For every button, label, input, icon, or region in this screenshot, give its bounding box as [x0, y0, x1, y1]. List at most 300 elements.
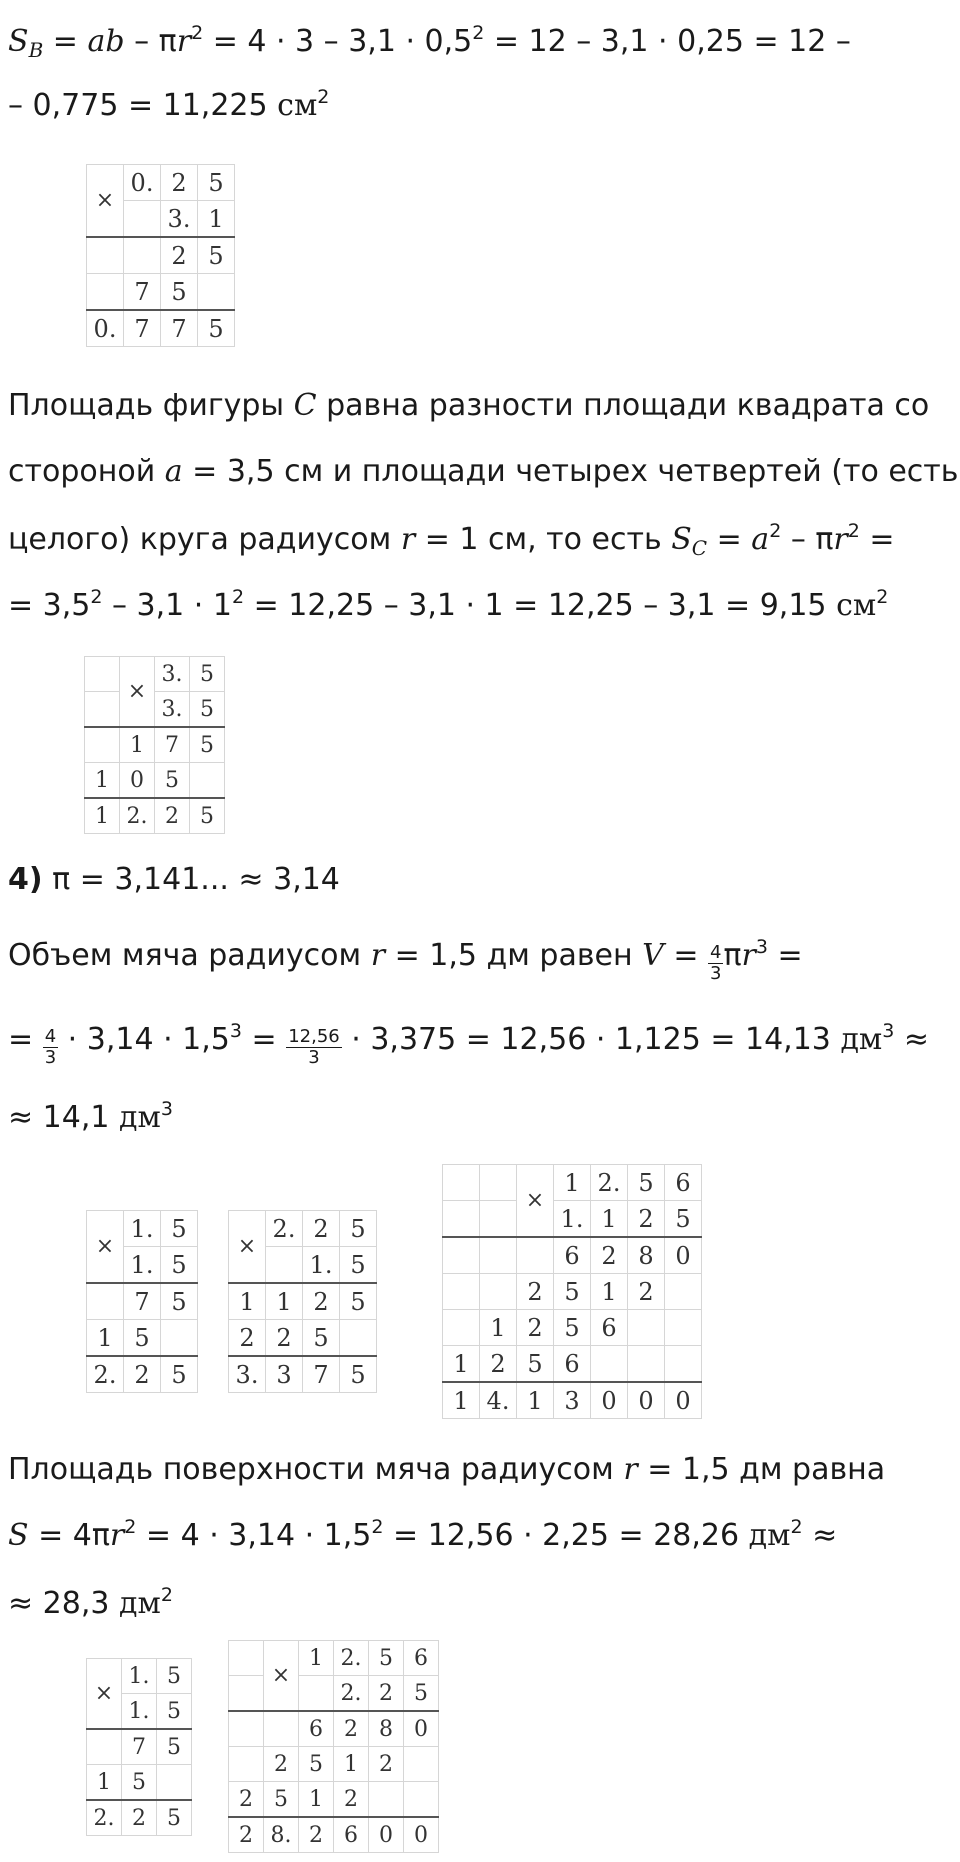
grid-cell: 3 — [266, 1356, 303, 1393]
grid-cell: 5 — [628, 1165, 665, 1201]
grid-cell: 0. — [124, 165, 161, 201]
text: Площадь фигуры — [8, 388, 294, 423]
grid-cell: 5 — [340, 1283, 377, 1320]
grid-cell — [299, 1676, 334, 1712]
grid-cell: 2. — [87, 1800, 122, 1836]
text: = — [767, 938, 803, 973]
math-exponent: 2 — [876, 586, 889, 608]
grid-cell — [480, 1201, 517, 1238]
text: равна разности площади квадрата со — [316, 388, 930, 423]
grid-cell: 3. — [229, 1356, 266, 1393]
grid-cell: 1 — [299, 1782, 334, 1818]
grid-cell — [229, 1641, 264, 1676]
area-c-paragraph-line-2 — [8, 452, 958, 492]
grid-cell: 2 — [628, 1274, 665, 1310]
multiply-sign: × — [87, 165, 124, 238]
grid-cell: 3. — [161, 201, 198, 238]
grid-cell: 5 — [190, 798, 225, 834]
grid-cell — [591, 1346, 628, 1383]
grid-cell: 5 — [161, 1356, 198, 1393]
grid-cell: 5 — [554, 1274, 591, 1310]
fraction-denominator: 3 — [44, 1047, 57, 1068]
grid-cell: 1. — [122, 1694, 157, 1730]
text: – π — [781, 522, 834, 557]
grid-row — [229, 1211, 377, 1247]
math-var: r — [370, 938, 386, 973]
volume-line-2 — [8, 1020, 929, 1068]
math-exponent: 2 — [769, 520, 782, 542]
grid-cell: 6 — [554, 1237, 591, 1274]
grid-row — [229, 1356, 377, 1393]
multiply-sign: × — [229, 1211, 266, 1284]
text: π = 3,141... ≈ 3,14 — [42, 862, 340, 897]
text: = — [859, 522, 895, 557]
math-exponent: 3 — [755, 936, 768, 958]
grid-cell: 1 — [87, 1765, 122, 1801]
grid-cell: 1 — [443, 1346, 480, 1383]
grid-cell — [443, 1274, 480, 1310]
grid-cell — [87, 1729, 122, 1765]
grid-cell: 2. — [266, 1211, 303, 1247]
grid-cell: 1. — [554, 1201, 591, 1238]
grid-row — [229, 1641, 439, 1676]
grid-cell — [443, 1165, 480, 1201]
grid-cell: 5 — [369, 1641, 404, 1676]
text: · 3,375 = 12,56 · 1,125 = 14,13 — [341, 1022, 841, 1057]
fraction — [43, 1027, 58, 1068]
text: = 4π — [28, 1518, 110, 1553]
math-var: a — [751, 522, 770, 557]
grid-row — [85, 727, 225, 763]
math-var: V — [642, 938, 664, 973]
grid-cell: 2 — [155, 798, 190, 834]
grid-cell: 7 — [124, 274, 161, 311]
grid-cell: 5 — [122, 1765, 157, 1801]
grid-cell: 6 — [591, 1310, 628, 1346]
fraction-numerator: 4 — [44, 1026, 57, 1047]
grid-cell — [665, 1346, 702, 1383]
grid-cell: 2. — [120, 798, 155, 834]
math-exponent: 2 — [472, 22, 485, 44]
grid-cell: 1 — [591, 1201, 628, 1238]
grid-cell: 2 — [303, 1283, 340, 1320]
grid-cell — [198, 274, 235, 311]
text: ≈ 28,3 — [8, 1586, 120, 1621]
grid-cell: 6 — [404, 1641, 439, 1676]
grid-row — [229, 1283, 377, 1320]
grid-cell: 1 — [591, 1274, 628, 1310]
grid-cell: 7 — [124, 310, 161, 347]
grid-cell: 0 — [591, 1382, 628, 1419]
grid-cell — [665, 1274, 702, 1310]
grid-cell: 7 — [161, 310, 198, 347]
grid-cell: 2 — [334, 1711, 369, 1747]
grid-cell: 1 — [229, 1283, 266, 1320]
grid-cell: 8 — [628, 1237, 665, 1274]
fraction — [286, 1027, 342, 1068]
grid-row — [443, 1165, 702, 1201]
grid-cell: 1 — [517, 1382, 554, 1419]
grid-row — [87, 1729, 192, 1765]
math-exponent: 3 — [882, 1020, 895, 1042]
fraction — [708, 943, 723, 984]
grid-cell: 2 — [266, 1320, 303, 1357]
grid-cell: 2 — [124, 1356, 161, 1393]
grid-cell — [229, 1711, 264, 1747]
grid-cell: 1 — [85, 798, 120, 834]
grid-row — [87, 274, 235, 311]
surface-line-1 — [8, 1450, 885, 1490]
grid-cell: 1. — [303, 1247, 340, 1284]
grid-cell: 5 — [155, 763, 190, 799]
grid-cell: 5 — [299, 1747, 334, 1782]
math-exponent: 2 — [790, 1516, 803, 1538]
grid-cell: 5 — [161, 1283, 198, 1320]
unit: дм — [119, 1100, 161, 1135]
grid-cell: 1 — [480, 1310, 517, 1346]
grid-cell: 5 — [198, 165, 235, 201]
area-c-paragraph-line-4 — [8, 586, 888, 626]
text: ≈ — [894, 1022, 930, 1057]
grid-cell — [124, 237, 161, 274]
grid-row — [87, 1320, 198, 1357]
grid-row — [229, 1320, 377, 1357]
grid-row — [229, 1711, 439, 1747]
grid-cell: 5 — [161, 1247, 198, 1284]
multiply-sign: × — [264, 1641, 299, 1712]
text: ≈ 14,1 — [8, 1100, 120, 1135]
grid-cell — [443, 1310, 480, 1346]
grid-cell: 1 — [443, 1382, 480, 1419]
grid-cell: 2 — [303, 1211, 340, 1247]
grid-row — [443, 1310, 702, 1346]
grid-cell: 2 — [299, 1817, 334, 1853]
text: · 3,14 · 1,5 — [58, 1022, 230, 1057]
grid-cell: 5 — [340, 1356, 377, 1393]
math-subscript: B — [28, 38, 44, 62]
grid-cell: 5 — [554, 1310, 591, 1346]
grid-row — [229, 1782, 439, 1818]
multiplication-table-3 — [86, 1210, 198, 1393]
unit: дм — [748, 1518, 791, 1553]
math-var: S — [8, 24, 29, 59]
text: = 12,56 · 2,25 = 28,26 — [383, 1518, 749, 1553]
math-exponent: 2 — [231, 586, 245, 608]
grid-cell: 1 — [87, 1320, 124, 1357]
math-exponent: 2 — [317, 86, 330, 108]
grid-cell: 5 — [404, 1676, 439, 1712]
grid-cell: 2. — [334, 1676, 369, 1712]
text: Объем мяча радиусом — [8, 938, 371, 973]
area-b-line-1 — [8, 22, 851, 70]
multiply-sign: × — [517, 1165, 554, 1238]
grid-cell: 6 — [334, 1817, 369, 1853]
math-exponent: 2 — [124, 1516, 137, 1538]
grid-row — [443, 1382, 702, 1419]
grid-cell — [480, 1274, 517, 1310]
grid-cell: 2 — [517, 1274, 554, 1310]
multiplication-table-5 — [442, 1164, 702, 1419]
grid-cell: 2 — [334, 1782, 369, 1818]
text: π — [723, 938, 742, 973]
text: – 3,1 · 1 — [102, 588, 232, 623]
text: ≈ — [802, 1518, 838, 1553]
grid-cell: 3. — [155, 692, 190, 728]
fraction-denominator: 3 — [308, 1047, 320, 1068]
grid-cell: 7 — [155, 727, 190, 763]
math-text: – π — [124, 24, 177, 59]
grid-row — [443, 1201, 702, 1238]
grid-cell: 5 — [157, 1659, 192, 1694]
math-text: = 4 · 3 – 3,1 · 0,5 — [203, 24, 473, 59]
grid-cell: 5 — [157, 1694, 192, 1730]
area-b-line-2 — [8, 86, 329, 126]
grid-cell: 6 — [299, 1711, 334, 1747]
grid-row — [87, 1800, 192, 1836]
grid-cell: 5 — [190, 727, 225, 763]
grid-cell — [404, 1747, 439, 1782]
grid-cell: 2 — [591, 1237, 628, 1274]
grid-row — [229, 1817, 439, 1853]
problem-number: 4) — [8, 862, 43, 897]
grid-row — [443, 1346, 702, 1383]
unit: см — [277, 88, 318, 123]
math-text: = — [43, 24, 88, 59]
grid-cell: 8 — [369, 1711, 404, 1747]
grid-cell: 5 — [303, 1320, 340, 1357]
math-var: S — [671, 522, 692, 557]
grid-cell: 1 — [554, 1165, 591, 1201]
grid-cell — [480, 1165, 517, 1201]
grid-cell: 0 — [404, 1711, 439, 1747]
math-var: r — [623, 1452, 638, 1487]
area-c-paragraph-line-3 — [8, 520, 895, 568]
grid-cell: 5 — [157, 1729, 192, 1765]
grid-cell — [443, 1237, 480, 1274]
math-exponent: 2 — [191, 22, 204, 44]
text: = — [707, 522, 752, 557]
grid-cell — [229, 1747, 264, 1782]
grid-cell — [190, 763, 225, 799]
grid-cell: 5 — [157, 1800, 192, 1836]
math-exponent: 2 — [371, 1516, 384, 1538]
text: = 1,5 дм равна — [637, 1452, 886, 1487]
grid-cell: 1. — [124, 1247, 161, 1284]
grid-cell: 2. — [87, 1356, 124, 1393]
grid-cell: 1. — [124, 1211, 161, 1247]
grid-row — [87, 1283, 198, 1320]
grid-cell — [665, 1310, 702, 1346]
math-var: S — [8, 1518, 29, 1553]
text: = 12,25 – 3,1 · 1 = 12,25 – 3,1 = 9,15 — [244, 588, 837, 623]
grid-cell: 5 — [161, 1211, 198, 1247]
math-var: r — [400, 522, 416, 557]
math-exponent: 3 — [229, 1020, 242, 1042]
grid-cell — [628, 1346, 665, 1383]
grid-cell: 5 — [190, 657, 225, 692]
grid-cell — [404, 1782, 439, 1818]
text: = 3,5 см и площади четырех четвертей (то есть — [182, 454, 959, 489]
grid-cell: 1 — [120, 727, 155, 763]
math-exponent: 2 — [90, 586, 103, 608]
grid-cell — [85, 727, 120, 763]
grid-cell: 5 — [198, 310, 235, 347]
grid-cell: 1 — [334, 1747, 369, 1782]
grid-cell: 0 — [120, 763, 155, 799]
grid-cell: 0 — [665, 1237, 702, 1274]
text: целого) круга радиусом — [8, 522, 401, 557]
multiplication-table-1 — [86, 164, 235, 347]
grid-cell — [264, 1711, 299, 1747]
grid-cell — [157, 1765, 192, 1801]
math-var: r — [741, 938, 756, 973]
math-var: r — [833, 522, 848, 557]
grid-cell: 2. — [334, 1641, 369, 1676]
grid-cell: 1 — [266, 1283, 303, 1320]
grid-cell: 2 — [229, 1817, 264, 1853]
unit: см — [836, 588, 877, 623]
grid-cell: 5 — [665, 1201, 702, 1238]
grid-row — [85, 798, 225, 834]
grid-cell: 5 — [340, 1247, 377, 1284]
grid-cell: 1 — [299, 1641, 334, 1676]
grid-cell: 3. — [155, 657, 190, 692]
multiplication-table-2 — [84, 656, 225, 834]
multiplication-table-4 — [228, 1210, 377, 1393]
text: = 1 см, то есть — [415, 522, 672, 557]
grid-row — [85, 657, 225, 692]
grid-cell: 5 — [340, 1211, 377, 1247]
grid-row — [87, 1211, 198, 1247]
grid-cell — [443, 1201, 480, 1238]
text: Площадь поверхности мяча радиусом — [8, 1452, 624, 1487]
grid-cell: 5 — [124, 1320, 161, 1357]
grid-cell — [369, 1782, 404, 1818]
grid-cell: 7 — [122, 1729, 157, 1765]
grid-cell: 5 — [517, 1346, 554, 1383]
grid-row — [87, 1765, 192, 1801]
volume-line-1 — [8, 936, 803, 984]
multiply-sign: × — [87, 1211, 124, 1284]
math-var: C — [293, 388, 317, 423]
grid-row — [87, 165, 235, 201]
grid-cell: 2 — [628, 1201, 665, 1238]
grid-cell — [87, 274, 124, 311]
grid-cell: 2 — [369, 1676, 404, 1712]
grid-cell: 0 — [628, 1382, 665, 1419]
text: = — [8, 1022, 43, 1057]
grid-cell: 7 — [303, 1356, 340, 1393]
text: = — [663, 938, 709, 973]
text: стороной — [8, 454, 165, 489]
grid-cell — [266, 1247, 303, 1284]
text: = 3,5 — [8, 588, 91, 623]
grid-cell: 5 — [264, 1782, 299, 1818]
text: = — [241, 1022, 287, 1057]
grid-row — [85, 763, 225, 799]
grid-cell — [124, 201, 161, 238]
grid-cell: 0 — [369, 1817, 404, 1853]
volume-line-3 — [8, 1098, 173, 1138]
math-exponent: 2 — [847, 520, 860, 542]
grid-cell: 2 — [229, 1782, 264, 1818]
math-var: ab — [87, 24, 125, 59]
problem-4-header — [8, 860, 340, 900]
grid-cell: 2 — [369, 1747, 404, 1782]
grid-row — [87, 310, 235, 347]
grid-cell: 2 — [161, 237, 198, 274]
math-subscript: C — [691, 536, 708, 560]
grid-cell: 3 — [554, 1382, 591, 1419]
grid-row — [443, 1274, 702, 1310]
grid-cell — [229, 1676, 264, 1712]
grid-cell — [85, 657, 120, 692]
unit: дм — [840, 1022, 883, 1057]
grid-cell: 6 — [665, 1165, 702, 1201]
grid-row — [87, 237, 235, 274]
grid-cell: 2 — [480, 1346, 517, 1383]
grid-row — [87, 1356, 198, 1393]
surface-line-3 — [8, 1584, 173, 1624]
grid-cell: 2 — [229, 1320, 266, 1357]
math-var: a — [164, 454, 183, 489]
grid-cell: 7 — [124, 1283, 161, 1320]
grid-cell — [517, 1237, 554, 1274]
grid-cell: 5 — [190, 692, 225, 728]
fraction-denominator: 3 — [710, 963, 722, 984]
surface-line-2 — [8, 1516, 837, 1556]
grid-cell: 2 — [161, 165, 198, 201]
text: = 4 · 3,14 · 1,5 — [136, 1518, 372, 1553]
grid-row — [229, 1747, 439, 1782]
grid-cell: 1 — [198, 201, 235, 238]
multiplication-table-7 — [228, 1640, 439, 1853]
grid-cell: 8. — [264, 1817, 299, 1853]
grid-cell: 2 — [122, 1800, 157, 1836]
grid-cell: 4. — [480, 1382, 517, 1419]
grid-cell: 1 — [85, 763, 120, 799]
grid-row — [229, 1676, 439, 1712]
grid-cell — [161, 1320, 198, 1357]
grid-row — [87, 1659, 192, 1694]
grid-cell — [85, 692, 120, 728]
multiply-sign: × — [87, 1659, 122, 1730]
grid-cell: 0 — [404, 1817, 439, 1853]
grid-cell: 2 — [517, 1310, 554, 1346]
grid-cell — [87, 237, 124, 274]
grid-cell: 0. — [87, 310, 124, 347]
math-text: = 12 – 3,1 · 0,25 = 12 – — [484, 24, 851, 59]
grid-cell — [480, 1237, 517, 1274]
multiply-sign: × — [120, 657, 155, 728]
grid-cell: 2. — [591, 1165, 628, 1201]
grid-cell: 1. — [122, 1659, 157, 1694]
grid-cell: 0 — [665, 1382, 702, 1419]
math-exponent: 3 — [160, 1098, 173, 1120]
math-var: r — [176, 24, 192, 59]
math-var: r — [109, 1518, 125, 1553]
grid-row — [443, 1237, 702, 1274]
text: = 1,5 дм равен — [385, 938, 643, 973]
math-exponent: 2 — [160, 1584, 173, 1606]
grid-row — [85, 692, 225, 728]
grid-cell — [628, 1310, 665, 1346]
grid-cell: 6 — [554, 1346, 591, 1383]
area-c-paragraph-line-1 — [8, 386, 929, 426]
grid-cell — [340, 1320, 377, 1357]
grid-cell — [87, 1283, 124, 1320]
grid-cell: 5 — [198, 237, 235, 274]
